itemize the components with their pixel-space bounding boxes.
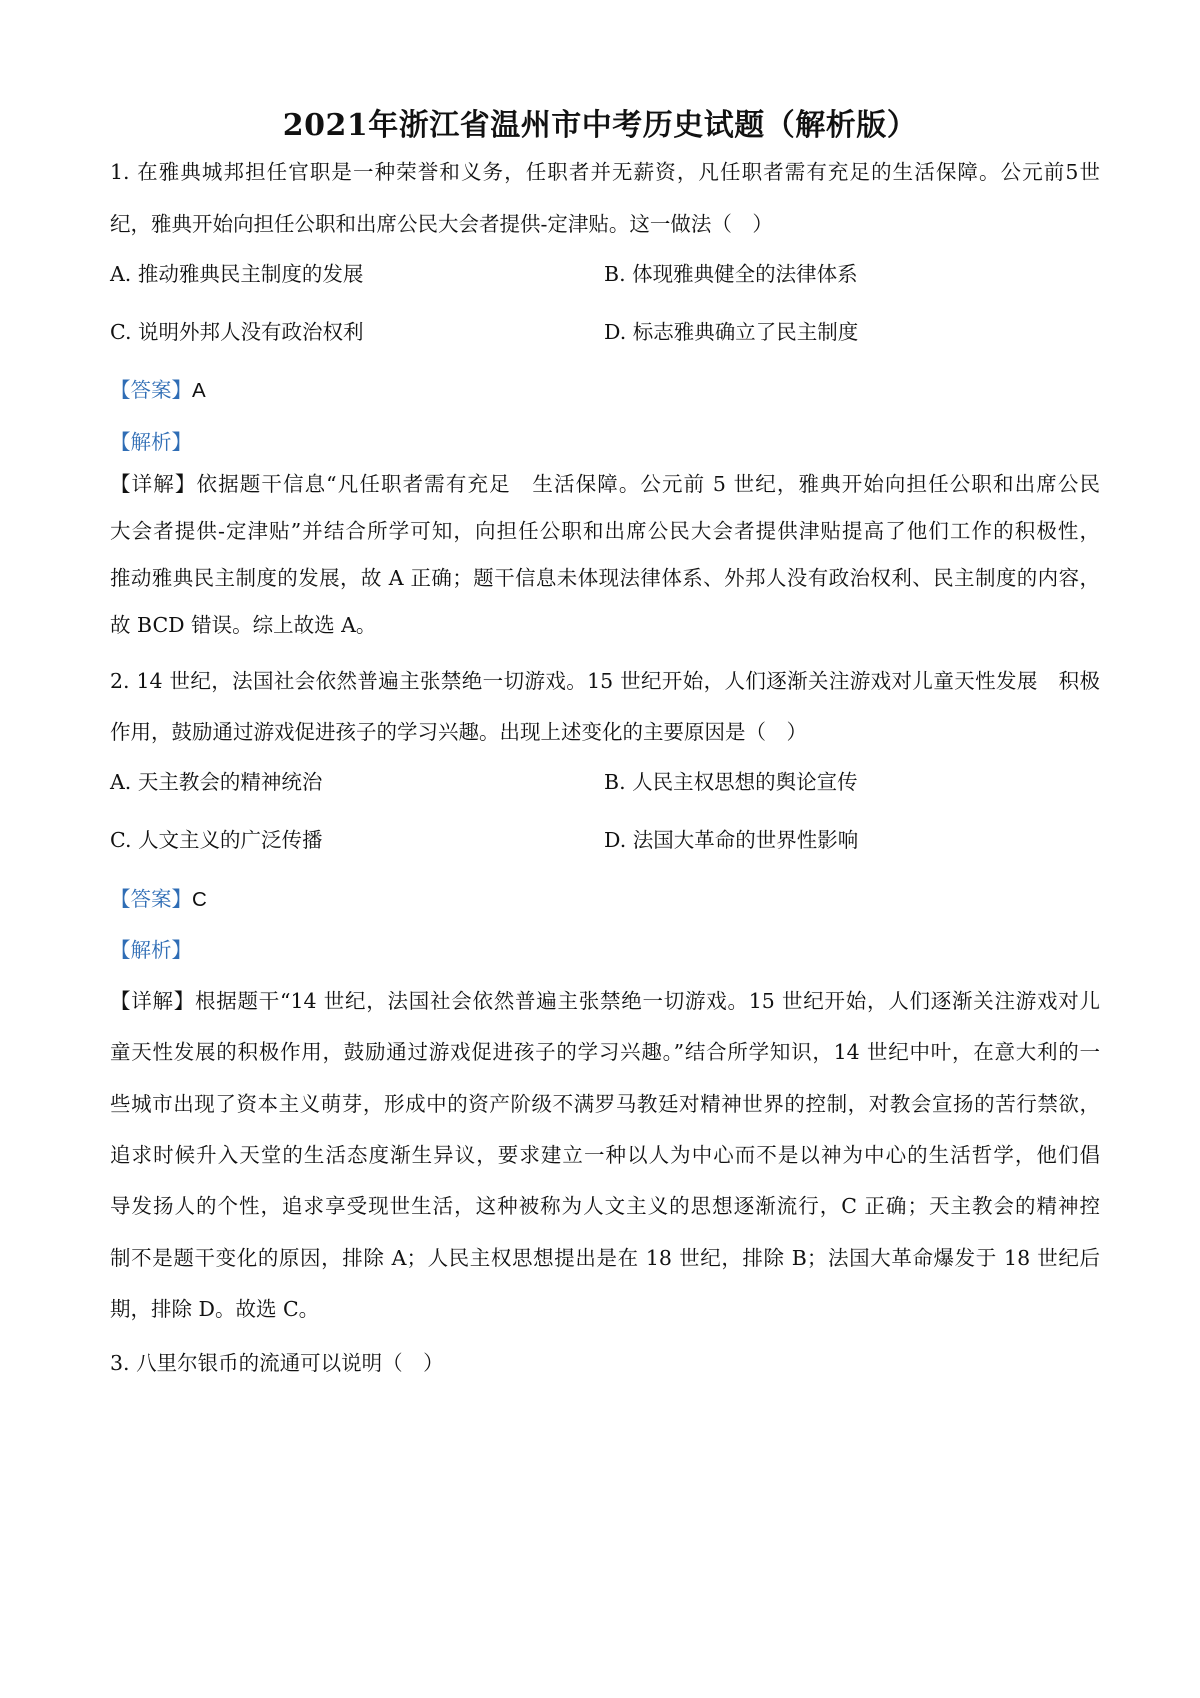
q1-analysis-tag: 【解析】: [110, 430, 192, 454]
q2-stem-line-2: 作用，鼓励通过游戏促进孩子的学习兴趣。出现上述变化的主要原因是（ ）: [110, 720, 807, 744]
q2-analysis-tag: 【解析】: [110, 938, 192, 962]
answer-tag: 【答案】: [110, 887, 192, 911]
q1-stem-line-1: 1. 在雅典城邦担任官职是一种荣誉和义务，任职者并无薪资，凡任职者需有充足的生活保障。公元前5世: [110, 160, 1100, 184]
q2-detail-line-6: 制不是题干变化的原因，排除 A；人民主权思想提出是在 18 世纪，排除 B；法国大革命爆发于 18 世纪后: [110, 1246, 1100, 1270]
q2-detail-line-3: 些城市出现了资本主义萌芽，形成中的资产阶级不满罗马教廷对精神世界的控制，对教会宣扬的苦行禁欲，: [110, 1092, 1100, 1116]
q1-detail-line-2: 大会者提供-定津贴”并结合所学可知，向担任公职和出席公民大会者提供津贴提高了他们工作的积极性，: [110, 519, 1100, 543]
page-title: 2021年浙江省温州市中考历史试题（解析版）: [282, 108, 918, 143]
answer-tag: 【答案】: [110, 378, 192, 402]
q2-detail-line-2: 童天性发展的积极作用，鼓励通过游戏促进孩子的学习兴趣。”结合所学知识，14 世纪中叶，在意大利的一: [110, 1040, 1100, 1064]
q2-detail-line-4: 追求时候升入天堂的生活态度渐生异议，要求建立一种以人为中心而不是以神为中心的生活哲学，他们倡: [110, 1143, 1100, 1167]
q3-stem-line-1: 3. 八里尔银币的流通可以说明（ ）: [110, 1351, 444, 1375]
q1-option-c: C. 说明外邦人没有政治权利: [110, 320, 364, 344]
q2-option-c: C. 人文主义的广泛传播: [110, 828, 323, 852]
q1-answer-value: A: [192, 379, 206, 402]
q1-detail-line-1: 【详解】依据题干信息“凡任职者需有充足 生活保障。公元前 5 世纪，雅典开始向担任公职和出席公民: [110, 472, 1100, 496]
q2-detail-line-7: 期，排除 D。故选 C。: [110, 1297, 320, 1321]
q2-detail-line-1: 【详解】根据题干“14 世纪，法国社会依然普遍主张禁绝一切游戏。15 世纪开始，人们逐渐关注游戏对儿: [110, 989, 1100, 1013]
q1-stem-line-2: 纪，雅典开始向担任公职和出席公民大会者提供-定津贴。这一做法（ ）: [110, 212, 773, 236]
q1-detail-line-3: 推动雅典民主制度的发展，故 A 正确；题干信息未体现法律体系、外邦人没有政治权利、民主制度的内容，: [110, 566, 1100, 590]
q2-stem-line-1: 2. 14 世纪，法国社会依然普遍主张禁绝一切游戏。15 世纪开始，人们逐渐关注游戏对儿童天性发展 积极: [110, 669, 1100, 693]
q2-option-b: B. 人民主权思想的舆论宣传: [604, 770, 858, 794]
q1-option-a: A. 推动雅典民主制度的发展: [110, 262, 364, 286]
q2-answer-line: [110, 885, 1100, 914]
q2-answer-value: C: [192, 888, 207, 911]
q1-option-b: B. 体现雅典健全的法律体系: [604, 262, 858, 286]
q1-answer-line: [110, 376, 1100, 405]
q1-option-d: D. 标志雅典确立了民主制度: [604, 320, 859, 344]
q2-detail-line-5: 导发扬人的个性，追求享受现世生活，这种被称为人文主义的思想逐渐流行，C 正确；天主教会的精神控: [110, 1194, 1100, 1218]
q2-option-d: D. 法国大革命的世界性影响: [604, 828, 859, 852]
q1-detail-line-4: 故 BCD 错误。综上故选 A。: [110, 613, 377, 637]
q2-option-a: A. 天主教会的精神统治: [110, 770, 323, 794]
